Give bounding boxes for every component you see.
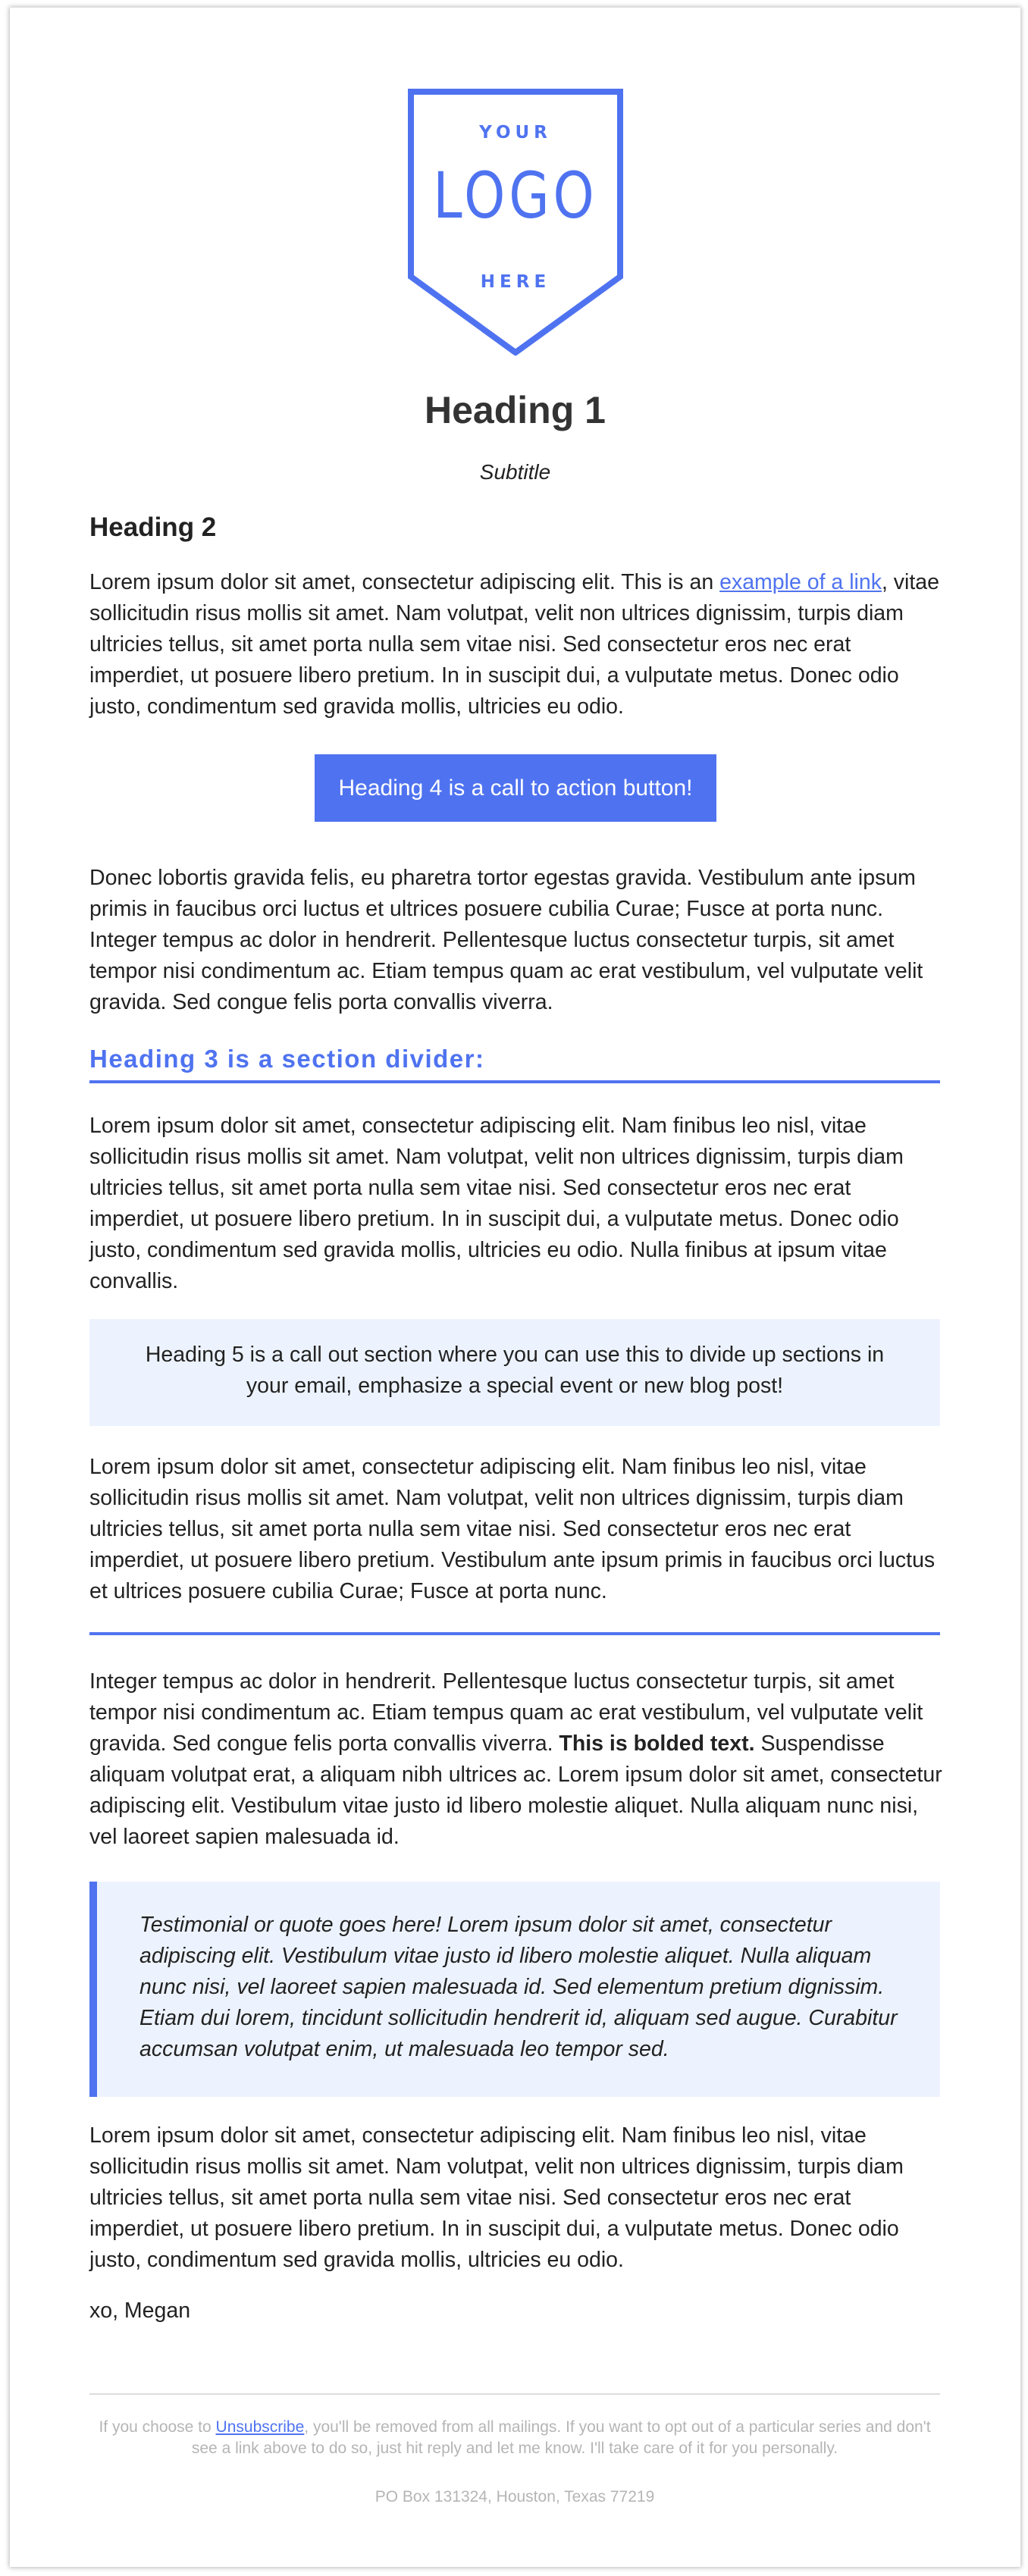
footer-text-end: , you'll be removed from all mailings. If you want to opt out of a particular series and don't see a link above to do so, just hit reply and let me know. I'll take care of it for you personally. xyxy=(191,2418,931,2457)
paragraph-3: Lorem ipsum dolor sit amet, consectetur adipiscing elit. Nam finibus leo nisl, vitae sollicitudin risus mollis sit amet. Nam volutpat, velit non ultrices dignissim, turpis diam ultricies tellus, sit amet porta nulla sem vitae nisi. Sed consectetur eros nec erat imperdiet, ut posuere libero pretium. In in suscipit dui, a vulputate metus. Donec odio justo, condimentum sed gravida mollis, ultricies eu odio. Nulla finibus at ipsum vitae convallis. xyxy=(89,1114,904,1293)
footer-notice xyxy=(89,2417,940,2459)
heading-3-section-divider: Heading 3 is a section divider: xyxy=(89,1045,485,1073)
section-divider-rule xyxy=(89,1080,940,1083)
signoff: xo, Megan xyxy=(89,2299,191,2323)
testimonial-quote xyxy=(89,1882,940,2097)
paragraph-6: Lorem ipsum dolor sit amet, consectetur adipiscing elit. Nam finibus leo nisl, vitae sollicitudin risus mollis sit amet. Nam volutpat, velit non ultrices dignissim, turpis diam ultricies tellus, sit amet porta nulla sem vitae nisi. Sed consectetur eros nec erat imperdiet, ut posuere libero pretium. In in suscipit dui, a vulputate metus. Donec odio justo, condimentum sed gravida mollis, ultricies eu odio. xyxy=(89,2123,904,2272)
paragraph-2: Donec lobortis gravida felis, eu pharetra tortor egestas gravida. Vestibulum ante ipsum primis in faucibus orci luctus et ultrices posuere cubilia Curae; Fusce at porta nunc. Integer tempus ac dolor in hendrerit. Pellentesque luctus consectetur turpis, sit amet tempor nisi condimentum ac. Etiam tempus quam ac erat vestibulum, vel vulputate velit gravida. Sed congue felis porta convallis viverra. xyxy=(89,866,923,1014)
footer-address: PO Box 131324, Houston, Texas 77219 xyxy=(375,2488,655,2505)
paragraph-1-text-start: Lorem ipsum dolor sit amet, consectetur adipiscing elit. This is an xyxy=(89,570,720,594)
paragraph-4: Lorem ipsum dolor sit amet, consectetur adipiscing elit. Nam finibus leo nisl, vitae sollicitudin risus mollis sit amet. Nam volutpat, velit non ultrices dignissim, turpis diam ultricies tellus, sit amet porta nulla sem vitae nisi. Sed consectetur eros nec erat imperdiet, ut posuere libero pretium. Vestibulum ante ipsum primis in faucibus orci luctus et ultrices posuere cubilia Curae; Fusce at porta nunc. xyxy=(89,1455,936,1603)
paragraph-5 xyxy=(89,1666,946,1853)
quote-text: Testimonial or quote goes here! Lorem ipsum dolor sit amet, consectetur adipiscing elit. Vestibulum vitae justo id libero molestie aliquet. Nulla aliquam nunc nisi, vel laoreet sapien malesuada id. Sed elementum pretium dignissim. Etiam dui lorem, tincidunt sollicitudin hendrerit id, aliquam sed augue. Curabitur accumsan volutpat enim, ut malesuada leo tempor sed. xyxy=(139,1913,898,2061)
email-card xyxy=(10,8,1020,2567)
logo xyxy=(408,89,623,356)
footer-text-start: If you choose to xyxy=(99,2418,216,2436)
bolded-text: This is bolded text. xyxy=(559,1731,755,1756)
callout-section xyxy=(89,1319,940,1426)
paragraph-1-text-end: , vitae sollicitudin risus mollis sit amet. Nam volutpat, velit non ultrices dignissim, turpis diam ultricies tellus, sit amet porta nulla sem vitae nisi. Sed consectetur eros nec erat imperdiet, ut posuere libero pretium. In in suscipit dui, a vulputate metus. Donec odio justo, condimentum sed gravida mollis, ultricies eu odio. xyxy=(89,570,940,719)
call-to-action-button[interactable]: Heading 4 is a call to action button! xyxy=(315,754,716,822)
footer-divider xyxy=(89,2393,940,2395)
heading-1: Heading 1 xyxy=(425,389,606,431)
logo-main-text: LOGO xyxy=(433,158,598,233)
heading-2: Heading 2 xyxy=(89,512,217,542)
paragraph-5-text-end: Suspendisse aliquam volutpat erat, a aliquam nibh ultrices ac. Lorem ipsum dolor sit amet, consectetur adipiscing elit. Vestibulum vitae justo id libero molestie aliquet. Nulla aliquam nunc nisi, vel laoreet sapien malesuada id. xyxy=(89,1731,942,1849)
paragraph-1 xyxy=(89,567,946,722)
callout-text: Heading 5 is a call out section where you can use this to divide up sections in your email, emphasize a special event or new blog post! xyxy=(145,1343,885,1398)
unsubscribe-link[interactable]: Unsubscribe xyxy=(215,2418,305,2436)
example-link[interactable]: example of a link xyxy=(719,570,882,594)
divider-rule xyxy=(89,1632,940,1635)
logo-bottom-text: HERE xyxy=(480,272,551,292)
paragraph-5-text-start: Integer tempus ac dolor in hendrerit. Pellentesque luctus consectetur turpis, sit amet tempor nisi condimentum ac. Etiam tempus quam ac erat vestibulum, vel vulputate velit gravida. Sed congue felis porta convallis viverra. xyxy=(89,1669,923,1756)
logo-top-text: YOUR xyxy=(479,123,552,143)
subtitle: Subtitle xyxy=(479,460,551,484)
